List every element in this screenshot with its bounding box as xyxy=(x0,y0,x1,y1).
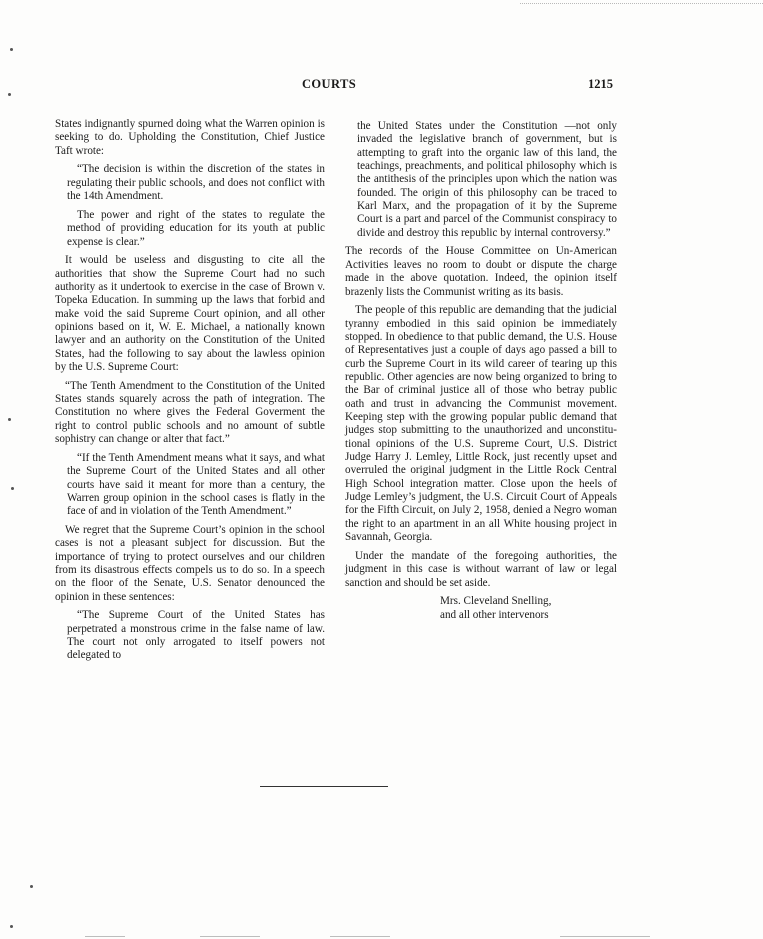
paragraph: It would be useless and disgusting to cite all the authorities that show the Supreme Court had no such authority as it undertook to exercise in the case of Brown v. Topeka Education. In summing up the laws that forbid and make void the said Supreme Court opinion, and all other opinions based on it, W. E. Michael, a nationally known lawyer and an authority on the Constitution of the United States, had the following to say about the lawless opinion by the U.S. Supreme Court: xyxy=(55,254,325,374)
scan-edge-line xyxy=(560,936,650,937)
block-quote: The power and right of the states to regulate the method of providing education for its youth at public expense is clear.” xyxy=(67,208,325,248)
signature-block xyxy=(440,595,617,622)
page-number: 1215 xyxy=(588,77,613,91)
running-header-title: COURTS xyxy=(302,77,357,91)
scan-speck xyxy=(11,487,14,490)
paragraph: The people of this republic are demanding that the judicial tyranny embodied in this said opinion be immediately stopped. In obedience to that public demand, the U.S. House of Representatives just a couple of days ago passed a bill to curb the Supreme Court in its wild career of tearing up this republic. Other agencies are now being organized to bring to the Bar of criminal justice all of those who betray public oath and trust in advancing the Communist movement. Keeping step with the growing popular public demand that judges stop submitting to the unauthorized and unconstitutional opinions of the U.S. Supreme Court, U.S. District Judge Harry J. Lemley, Little Rock, just recently upset and overruled the original judgment in the Little Rock Central High School integration matter. Close upon the heels of Judge Lemley’s judgment, the U.S. Circuit Court of Appeals for the Fifth Circuit, on July 2, 1958, denied a Negro woman the right to an apartment in an all White housing project in Savannah, Georgia. xyxy=(345,304,617,544)
block-quote-continued: the United States under the Constitution —not only invaded the legislative branch of government, but is attempting to graft into the organic law of this land, the teachings, preachments, and political philosophy which is the antithesis of the principles upon which the nation was founded. The origin of this philosophy can be traced to Karl Marx, and the propagation of it by the Supreme Court is a part and parcel of the Communist conspiracy to divide and destroy this republic by internal controversy.” xyxy=(357,120,617,239)
scan-speck xyxy=(10,925,13,928)
scan-speck xyxy=(8,418,11,421)
scan-edge-line xyxy=(200,936,260,937)
paragraph: Under the mandate of the foregoing authorities, the judgment in this case is without warrant of law or legal sanction and should be set aside. xyxy=(345,549,617,589)
paragraph: States indignantly spurned doing what the Warren opinion is seeking to do. Upholding the Constitution, Chief Justice Taft wrote: xyxy=(55,118,325,157)
scan-speck xyxy=(8,93,11,96)
signature-name: Mrs. Cleveland Snelling, xyxy=(440,595,552,608)
scan-edge-line xyxy=(330,936,390,937)
paragraph: The records of the House Committee on Un-American Activities leaves no room to doubt or dispute the charge made in the above quotation. Indeed, the opinion itself brazenly lists the Communist writing as its basis. xyxy=(345,245,617,298)
paragraph: We regret that the Supreme Court’s opinion in the school cases is not a pleasant subject for discussion. But the importance of trying to protect ourselves and our children from its disastrous effects compels us to do so. In a speech on the floor of the Senate, U.S. Senator denounced the opinion in these sentences: xyxy=(55,523,325,603)
left-column xyxy=(55,118,325,668)
scan-edge-dots xyxy=(520,3,763,4)
block-quote: “The Supreme Court of the United States has perpetrated a monstrous crime in the false name of law. The court not only arrogated to itself powers not delegated to xyxy=(67,609,325,662)
block-quote: “If the Tenth Amendment means what it says, and what the Supreme Court of the United States and all other courts have said it meant for more than a century, the Warren group opinion in the school cases is flatly in the face of and in violation of the Tenth Amendment.” xyxy=(67,451,325,518)
signature-parties: and all other intervenors xyxy=(440,608,549,621)
block-quote: “The Tenth Amendment to the Constitution of the United States stands squarely across the path of integration. The Constitution no where gives the Federal Goverment the right to control public schools and no amount of subtle sophistry can change or alter that fact.” xyxy=(55,379,325,446)
block-quote: “The decision is within the discretion of the states in regulating their public schools, and does not conflict with the 14th Amendment. xyxy=(67,163,325,203)
scan-speck xyxy=(30,885,33,888)
section-end-rule xyxy=(260,786,388,787)
scan-speck xyxy=(10,48,13,51)
right-column xyxy=(345,120,617,622)
scan-edge-line xyxy=(85,936,125,937)
